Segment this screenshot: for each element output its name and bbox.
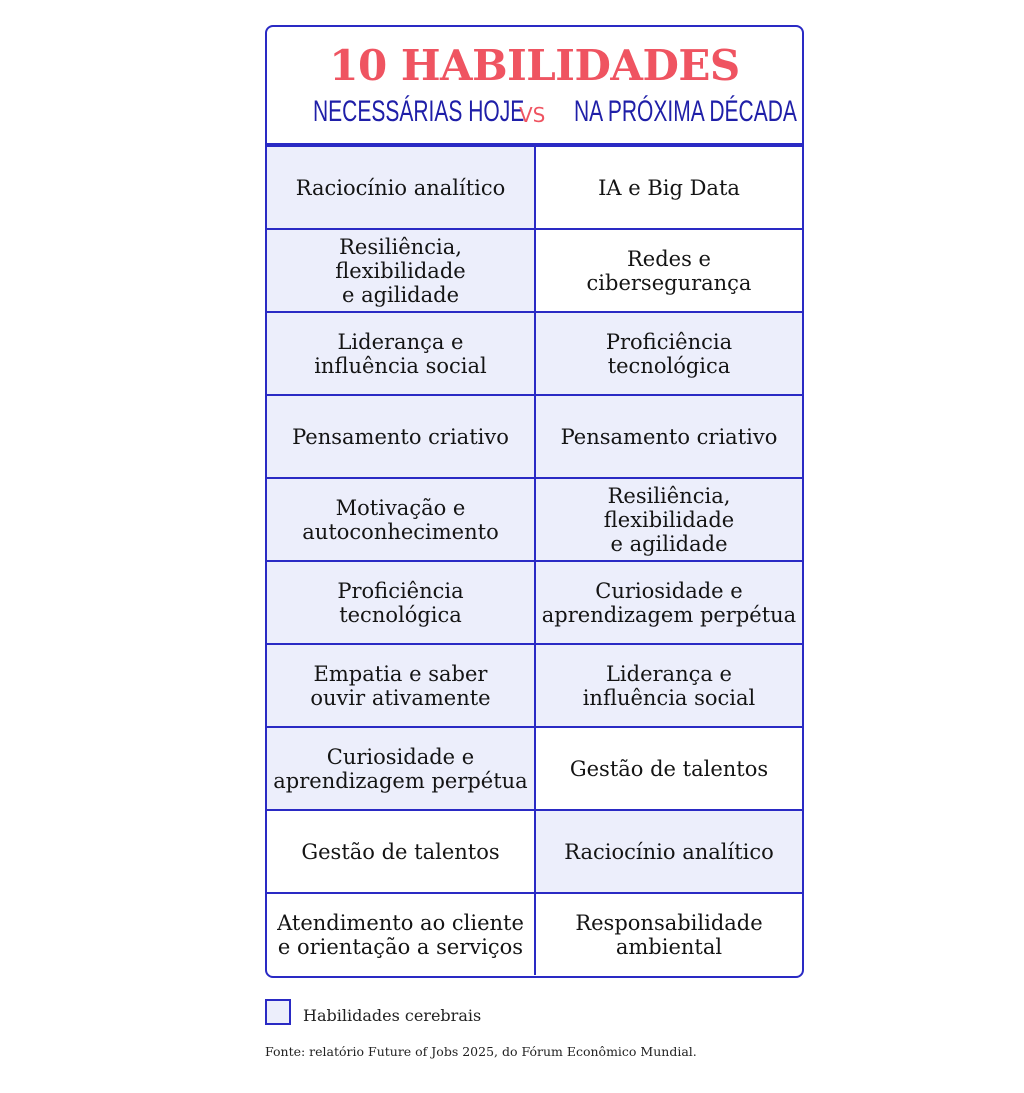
left-column-heading: NECESSÁRIAS HOJE [313, 95, 525, 128]
right-column-heading: NA PRÓXIMA DÉCADA [574, 95, 797, 128]
table-row [267, 811, 802, 894]
vs-label: VS [519, 103, 546, 127]
column-headings [267, 95, 802, 135]
skill-next-decade: Curiosidade e aprendizagem perpétua [536, 562, 802, 643]
skill-today: Empatia e saber ouvir ativamente [267, 645, 536, 726]
skill-next-decade: Redes e cibersegurança [586, 246, 752, 295]
skills-comparison-card [265, 25, 804, 978]
skill-today: Resiliência, flexibilidade e agilidade [267, 230, 536, 311]
legend-label: Habilidades cerebrais [303, 1005, 482, 1025]
skill-next-decade: Responsabilidade ambiental [575, 910, 763, 959]
table-row [267, 147, 802, 230]
page-title: 10 HABILIDADES [329, 41, 740, 90]
skill-today: Gestão de talentos [267, 811, 536, 892]
skill-today: Motivação e autoconhecimento [267, 479, 536, 560]
skill-next-decade: Proficiência tecnológica [536, 313, 802, 394]
skill-next-decade: Pensamento criativo [536, 396, 802, 477]
source-note: Fonte: relatório Future of Jobs 2025, do Fórum Econômico Mundial. [265, 1044, 697, 1059]
skill-next-decade: Gestão de talentos [569, 756, 769, 781]
table-row [267, 562, 802, 645]
skills-table [267, 147, 802, 975]
table-row [267, 479, 802, 562]
card-header [267, 27, 802, 147]
legend-swatch [265, 999, 291, 1025]
table-row [267, 230, 802, 313]
skill-next-decade: Liderança e influência social [536, 645, 802, 726]
table-row [267, 894, 802, 975]
skill-today: Liderança e influência social [267, 313, 536, 394]
skill-next-decade: IA e Big Data [598, 175, 740, 200]
legend [265, 998, 481, 1026]
skill-next-decade: Raciocínio analítico [536, 811, 802, 892]
skill-today: Curiosidade e aprendizagem perpétua [267, 728, 536, 809]
skill-today: Atendimento ao cliente e orientação a serviços [267, 894, 536, 975]
skill-today: Proficiência tecnológica [267, 562, 536, 643]
table-row [267, 645, 802, 728]
table-row [267, 728, 802, 811]
skill-today: Pensamento criativo [267, 396, 536, 477]
table-row [267, 313, 802, 396]
skill-next-decade: Resiliência, flexibilidade e agilidade [536, 479, 802, 560]
table-row [267, 396, 802, 479]
skill-today: Raciocínio analítico [267, 147, 536, 228]
